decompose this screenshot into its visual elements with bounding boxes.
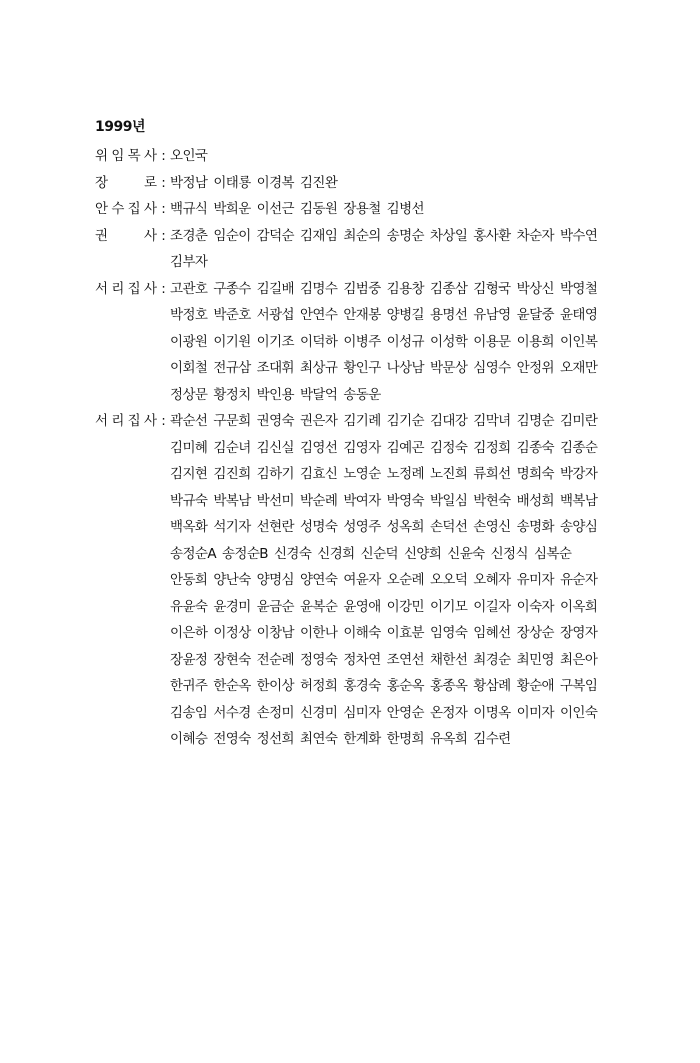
person-name: 한계화 [343, 731, 381, 747]
person-name: 정선희 [256, 731, 294, 747]
person-name: 박정호 [170, 307, 208, 323]
person-name: 윤영애 [343, 598, 381, 615]
person-name: 한순옥 [213, 678, 251, 694]
person-name: 김진희 [213, 466, 251, 482]
person-name: 이성학 [429, 333, 468, 350]
person-name: 박인용 [256, 386, 294, 403]
person-name: 백복남 [559, 492, 598, 509]
person-name: 이인숙 [559, 704, 598, 721]
name-list [170, 196, 610, 223]
person-name: 최연숙 [299, 731, 338, 747]
person-name: 신경미 [299, 704, 338, 721]
person-name: 선현란 [256, 519, 294, 535]
person-name: 노영순 [343, 466, 381, 482]
person-name: 백규식 [170, 201, 208, 217]
person-name: 손영신 [473, 519, 511, 535]
person-name: 이해숙 [343, 625, 381, 641]
person-name: 송명화 [516, 519, 554, 535]
person-name: 김영선 [299, 439, 338, 456]
person-name: 송동운 [343, 386, 381, 403]
section-label [95, 143, 157, 170]
section-label-char: 임 [111, 148, 125, 164]
person-name: 최민영 [516, 651, 554, 668]
person-name: 유옥희 [429, 731, 468, 747]
person-name: 이기원 [213, 333, 251, 350]
person-name: 석기자 [213, 519, 251, 535]
person-name: 김부자 [170, 254, 208, 270]
section-label-char: 사 [143, 148, 157, 164]
section-label-char: 서 [95, 413, 109, 429]
person-name: 심영수 [473, 360, 511, 376]
person-name: 권은자 [299, 413, 338, 429]
person-name: 안영순 [386, 704, 424, 721]
person-name: 신경희 [317, 545, 355, 562]
person-name: 이명옥 [473, 704, 511, 721]
roster-section [95, 196, 615, 223]
person-name: 박순례 [299, 492, 338, 509]
person-name: 오인국 [170, 148, 208, 164]
section-label-char: 수 [111, 201, 125, 217]
section-label-char: 사 [143, 413, 157, 429]
section-label-char: 서 [95, 280, 109, 297]
person-name: 배성희 [516, 492, 554, 509]
person-name: 차상일 [429, 227, 468, 244]
person-name: 박규숙 [170, 492, 208, 509]
name-list [170, 143, 610, 170]
person-name: 윤태영 [559, 307, 598, 323]
section-label-char: 사 [143, 227, 157, 244]
person-name: 오오덕 [429, 572, 468, 588]
person-name: 한명희 [386, 731, 424, 747]
person-name: 김진완 [299, 174, 338, 191]
person-name: 구문희 [213, 413, 251, 429]
person-name: 임영숙 [429, 625, 468, 641]
page [95, 116, 615, 753]
person-name: 김병선 [386, 201, 424, 217]
person-name: 황삼례 [473, 678, 511, 694]
person-name: 이병주 [343, 333, 381, 350]
person-name: 임순이 [213, 227, 251, 244]
person-name: 윤금순 [256, 598, 294, 615]
person-name: 박일심 [429, 492, 468, 509]
person-name: 이기조 [256, 333, 294, 350]
person-name: 고관호 [170, 280, 208, 297]
person-name: 홍경숙 [343, 678, 381, 694]
person-name: 안정위 [516, 360, 554, 376]
person-name: 장윤정 [170, 651, 208, 668]
person-name: 이기모 [429, 598, 468, 615]
person-name: 김길배 [256, 280, 294, 297]
person-name: 구복임 [559, 678, 598, 694]
roster [95, 143, 615, 753]
person-name: 곽순선 [170, 413, 208, 429]
name-list [170, 223, 610, 276]
person-name: 신경숙 [273, 545, 312, 562]
person-name: 홍종옥 [429, 678, 468, 694]
person-name: 이정상 [213, 625, 251, 641]
section-label-char: 목 [127, 148, 141, 164]
person-name: 안연수 [299, 307, 338, 323]
section-label-char: 로 [143, 174, 157, 191]
section-label-char: 리 [111, 413, 125, 429]
person-name: 김종순 [559, 439, 598, 456]
person-name: 박영철 [559, 280, 598, 297]
person-name: 안재봉 [343, 307, 381, 323]
person-name: 박복남 [213, 492, 251, 509]
person-name: 정차연 [343, 651, 381, 668]
section-label-char: 사 [143, 280, 157, 297]
label-colon: : [161, 201, 166, 217]
person-name: 김막녀 [473, 413, 511, 429]
person-name: 윤복순 [299, 598, 338, 615]
person-name: 김대강 [429, 413, 468, 429]
section-label [95, 276, 157, 303]
person-name: 김송임 [170, 704, 208, 721]
person-name: 송정순A [170, 545, 216, 562]
person-name: 장상순 [516, 625, 554, 641]
person-name: 김범중 [343, 280, 381, 297]
section-label [95, 196, 157, 223]
person-name: 이옥희 [559, 598, 598, 615]
person-name: 구종수 [213, 280, 251, 297]
person-name: 신순덕 [360, 545, 398, 562]
roster-section [95, 276, 615, 409]
person-name: 감덕순 [256, 227, 294, 244]
person-name: 서광섭 [256, 307, 294, 323]
person-name: 이광원 [170, 333, 208, 350]
section-label-char: 위 [95, 148, 109, 164]
person-name: 안동희 [170, 572, 208, 588]
person-name: 홍사환 [473, 227, 511, 244]
person-name: 박상신 [516, 280, 554, 297]
person-name: 김하기 [256, 466, 294, 482]
person-name: 손정미 [256, 704, 294, 721]
person-name: 박강자 [559, 466, 598, 482]
person-name: 김형국 [473, 280, 511, 297]
person-name: 김명순 [516, 413, 554, 429]
person-name: 송정순B [221, 545, 268, 562]
person-name: 심복순 [533, 545, 572, 562]
person-name: 성명숙 [299, 519, 338, 535]
person-name: 전규삼 [213, 360, 251, 376]
person-name: 김기순 [386, 413, 424, 429]
person-name: 양병길 [386, 307, 424, 323]
person-name: 박정남 [170, 174, 208, 191]
section-label-char: 사 [143, 201, 157, 217]
person-name: 김영자 [343, 439, 381, 456]
person-name: 성영주 [343, 519, 381, 535]
person-name: 김용창 [386, 280, 424, 297]
name-list [170, 170, 610, 197]
person-name: 김신실 [256, 439, 294, 456]
person-name: 권영숙 [256, 413, 294, 429]
person-name: 성옥희 [386, 519, 424, 535]
person-name: 김미혜 [170, 439, 208, 456]
person-name: 윤경미 [213, 598, 251, 615]
person-name: 신윤숙 [447, 545, 485, 562]
label-colon: : [161, 174, 166, 191]
person-name: 전영숙 [213, 731, 251, 747]
person-name: 조대휘 [256, 360, 294, 376]
roster-section [95, 143, 615, 170]
person-name: 이은하 [170, 625, 208, 641]
person-name: 이용문 [473, 333, 511, 350]
person-name: 송명순 [386, 227, 424, 244]
person-name: 김기례 [343, 413, 381, 429]
person-name: 오순례 [386, 572, 424, 588]
person-name: 신정식 [490, 545, 528, 562]
person-name: 황정치 [213, 386, 251, 403]
person-name: 임혜선 [473, 625, 511, 641]
person-name: 박영숙 [386, 492, 424, 509]
person-name: 이태룡 [213, 174, 251, 191]
person-name: 최순의 [343, 227, 381, 244]
person-name: 김효신 [299, 466, 338, 482]
roster-section [95, 408, 615, 753]
person-name: 김정숙 [429, 439, 468, 456]
person-name: 노진희 [429, 466, 468, 482]
person-name: 양명심 [256, 572, 294, 588]
name-list [170, 408, 610, 753]
person-name: 박수연 [559, 227, 598, 244]
person-name: 김지현 [170, 466, 208, 482]
person-name: 이경복 [256, 174, 294, 191]
person-name: 유윤숙 [170, 598, 208, 615]
person-name: 정영숙 [299, 651, 338, 668]
person-name: 한이상 [256, 678, 294, 694]
person-name: 심미자 [343, 704, 381, 721]
person-name: 장영자 [559, 625, 598, 641]
section-label-char: 리 [111, 280, 125, 297]
person-name: 박희운 [213, 201, 251, 217]
person-name: 김동원 [299, 201, 338, 217]
person-name: 이창남 [256, 625, 294, 641]
person-name: 양연숙 [299, 572, 338, 588]
person-name: 류희선 [473, 466, 511, 482]
section-label-char: 집 [127, 201, 141, 217]
person-name: 서수경 [213, 704, 251, 721]
person-name: 백옥화 [170, 519, 208, 535]
person-name: 김순녀 [213, 439, 251, 456]
label-colon: : [161, 227, 166, 244]
person-name: 유미자 [516, 572, 554, 588]
person-name: 박여자 [343, 492, 381, 509]
person-name: 홍순옥 [386, 678, 424, 694]
section-label [95, 408, 157, 435]
section-label-char: 집 [127, 280, 141, 297]
person-name: 송양심 [559, 519, 598, 535]
person-name: 이용희 [516, 333, 554, 350]
person-name: 온정자 [429, 704, 468, 721]
name-list [170, 276, 610, 409]
person-name: 박현숙 [473, 492, 511, 509]
person-name: 이선근 [256, 201, 294, 217]
person-name: 오재만 [559, 360, 598, 376]
person-name: 황인구 [343, 360, 381, 376]
person-name: 김종숙 [516, 439, 554, 456]
label-colon: : [161, 413, 166, 429]
person-name: 최은아 [559, 651, 598, 668]
person-name: 손덕선 [429, 519, 468, 535]
section-label-char: 안 [95, 201, 109, 217]
person-name: 이혜승 [170, 731, 208, 747]
person-name: 이강민 [386, 598, 424, 615]
person-name: 노정례 [386, 466, 424, 482]
person-name: 윤달중 [516, 307, 554, 323]
person-name: 정상문 [170, 386, 208, 403]
person-name: 오혜자 [473, 572, 511, 588]
person-name: 여윤자 [343, 572, 381, 588]
person-name: 이회철 [170, 360, 208, 376]
roster-section [95, 223, 615, 276]
person-name: 김수련 [473, 731, 511, 747]
person-name: 이숙자 [516, 598, 554, 615]
section-label [95, 170, 157, 197]
person-name: 이덕하 [299, 333, 338, 350]
person-name: 이한나 [299, 625, 338, 641]
person-name: 김예곤 [386, 439, 424, 456]
person-name: 김종삼 [429, 280, 468, 297]
person-name: 장용철 [343, 201, 381, 217]
person-name: 조경춘 [170, 227, 208, 244]
person-name: 양난숙 [213, 572, 251, 588]
person-name: 최상규 [299, 360, 338, 376]
label-colon: : [161, 148, 166, 164]
person-name: 이미자 [516, 704, 554, 721]
person-name: 최경순 [473, 651, 511, 668]
year-heading: 1999년 [95, 119, 145, 135]
person-name: 황순애 [516, 678, 554, 694]
label-colon: : [161, 280, 166, 297]
section-label-char: 집 [127, 413, 141, 429]
person-name: 허정희 [299, 678, 338, 694]
person-name: 채한선 [429, 651, 468, 668]
person-name: 명희숙 [516, 466, 554, 482]
person-name: 이성규 [386, 333, 424, 350]
section-label-char: 장 [95, 174, 109, 191]
person-name: 박달억 [299, 386, 338, 403]
person-name: 김정희 [473, 439, 511, 456]
person-name: 박문상 [429, 360, 468, 376]
person-name: 차순자 [516, 227, 554, 244]
person-name: 유순자 [559, 572, 598, 588]
person-name: 유남영 [473, 307, 511, 323]
roster-section [95, 170, 615, 197]
person-name: 용명선 [429, 307, 468, 323]
person-name: 이길자 [473, 598, 511, 615]
section-label [95, 223, 157, 250]
person-name: 이효분 [386, 625, 424, 641]
person-name: 김명수 [299, 280, 338, 297]
section-label-char: 권 [95, 227, 109, 244]
person-name: 박준호 [213, 307, 251, 323]
person-name: 김재임 [299, 227, 338, 244]
person-name: 한귀주 [170, 678, 208, 694]
person-name: 이인복 [559, 333, 598, 350]
person-name: 나상남 [386, 360, 424, 376]
person-name: 신양희 [403, 545, 442, 562]
person-name: 장현숙 [213, 651, 251, 668]
person-name: 전순례 [256, 651, 294, 668]
person-name: 김미란 [559, 413, 598, 429]
person-name: 조연선 [386, 651, 424, 668]
person-name: 박선미 [256, 492, 294, 509]
